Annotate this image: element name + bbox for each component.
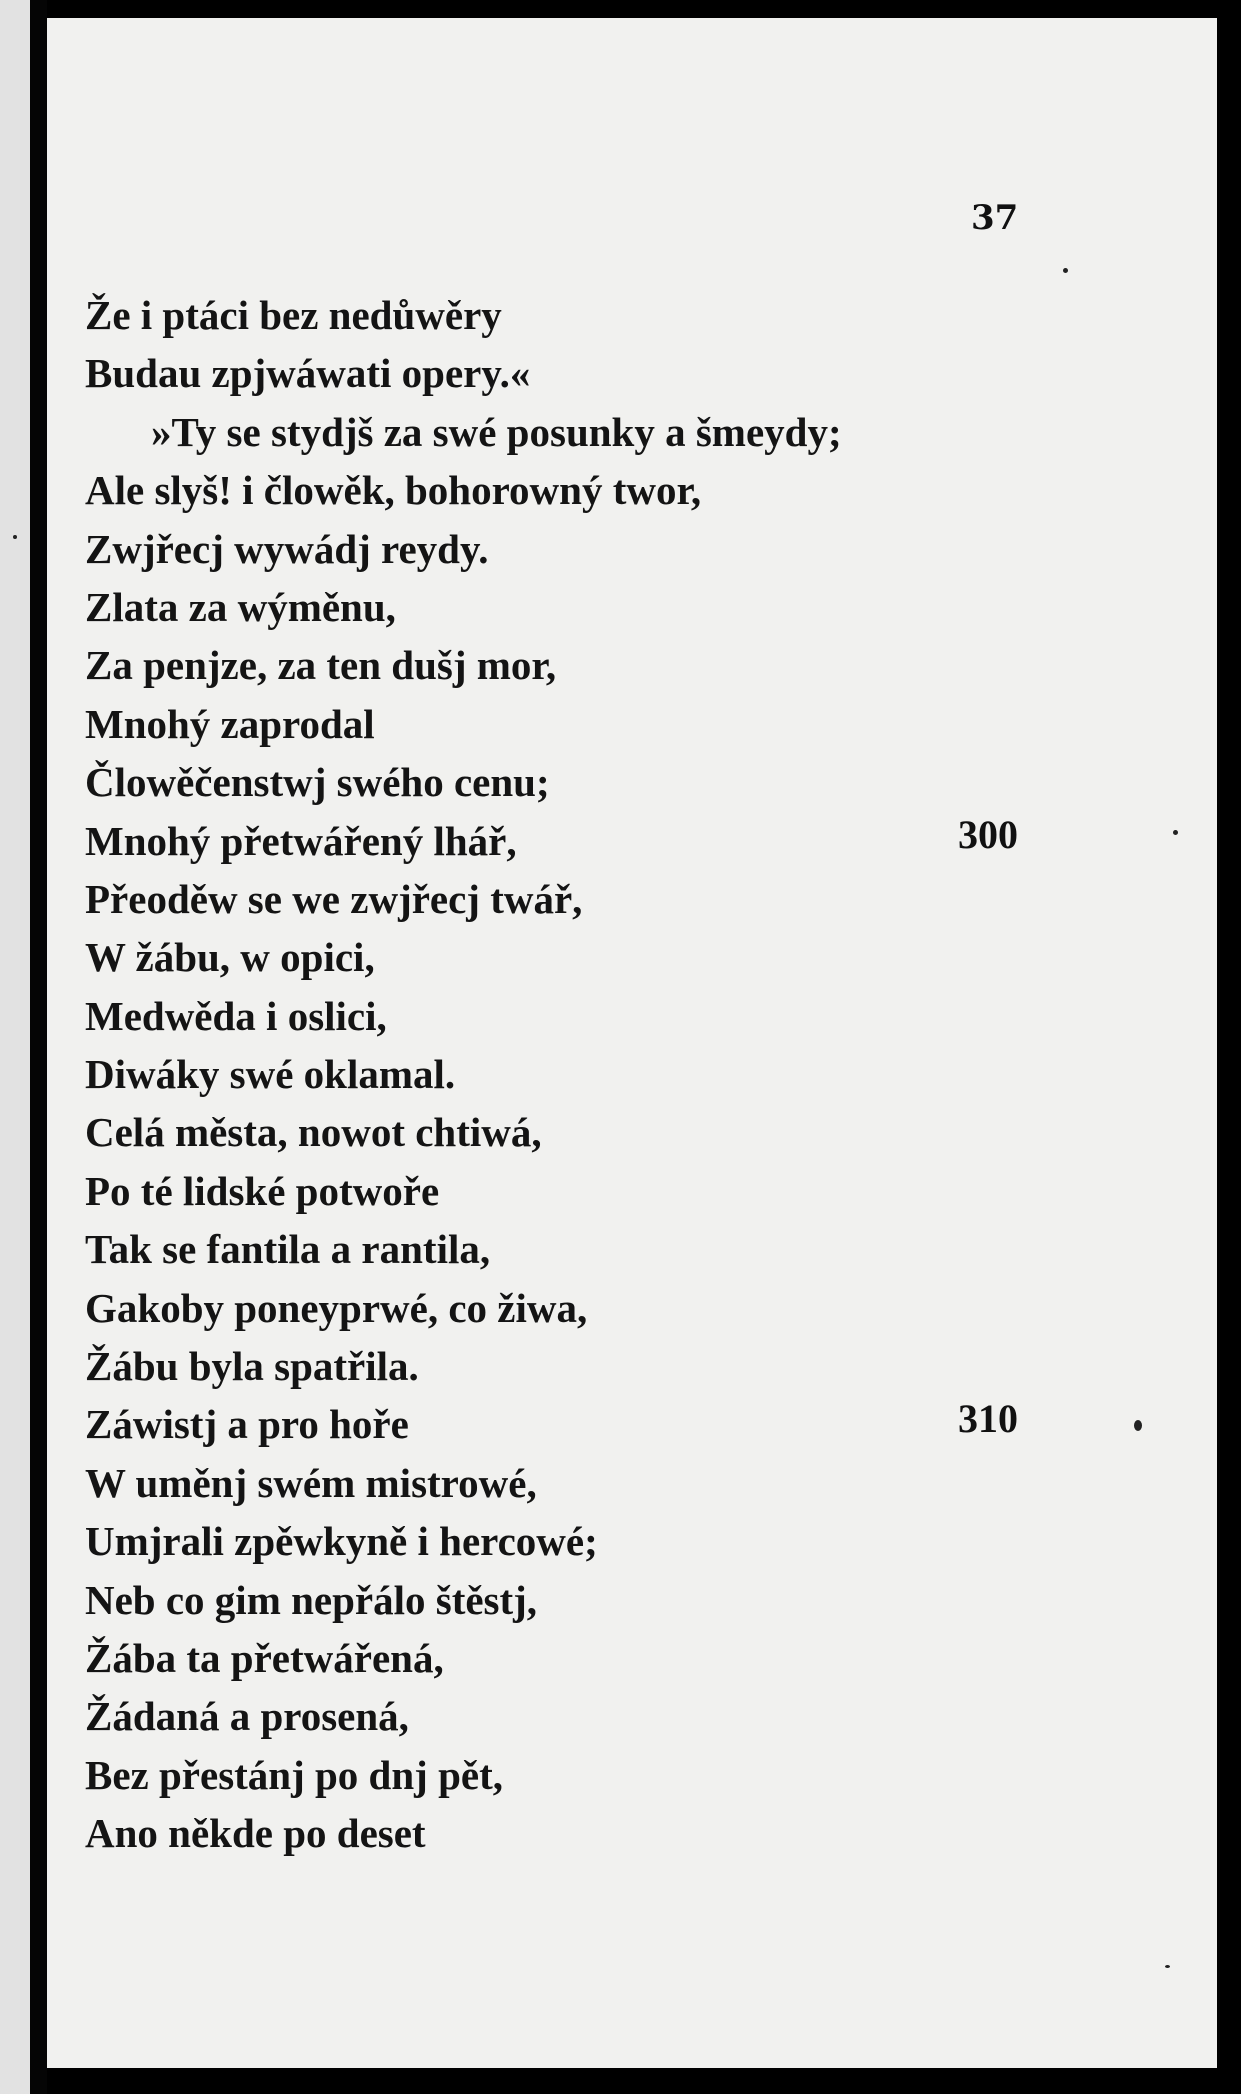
verse-line: Ano někde po deset bbox=[85, 1810, 426, 1857]
verse-line: Přeoděw se we zwjřecj twář, bbox=[85, 875, 583, 922]
verse-line: W uměnj swém mistrowé, bbox=[85, 1459, 537, 1506]
verse-line: Žába ta přetwářená, bbox=[85, 1634, 444, 1681]
verse-line: Po té lidské potwoře bbox=[85, 1167, 440, 1214]
verse-line: Tak se fantila a rantila, bbox=[85, 1226, 491, 1273]
verse-line: Žábu byla spatřila. bbox=[85, 1343, 419, 1390]
page-number: 37 bbox=[971, 198, 1019, 238]
line-number-marker: 300 bbox=[958, 812, 1018, 857]
verse-line: Zlata za wýměnu, bbox=[85, 583, 396, 630]
poem-verse bbox=[85, 286, 842, 1863]
verse-line: W žábu, w opici, bbox=[85, 934, 375, 981]
verse-line: Celá města, nowot chtiwá, bbox=[85, 1109, 542, 1156]
verse-line: Medwěda i oslici, bbox=[85, 992, 387, 1039]
verse-line: Že i ptáci bez nedůwěry bbox=[85, 292, 502, 338]
verse-line: Ale slyš! i člowěk, bohorowný twor, bbox=[85, 467, 702, 514]
verse-line: Člowěčenstwj swého cenu; bbox=[85, 759, 550, 806]
book-gutter bbox=[30, 0, 47, 2094]
ink-speck bbox=[1134, 1420, 1142, 1431]
verse-line: Žádaná a prosená, bbox=[85, 1693, 409, 1740]
verse-line: Mnohý zaprodal bbox=[85, 700, 375, 747]
verse-line: Bez přestánj po dnj pět, bbox=[85, 1751, 503, 1798]
line-number-marker: 310 bbox=[958, 1396, 1018, 1441]
adjacent-page-edge bbox=[0, 0, 30, 2094]
ink-speck bbox=[1063, 268, 1068, 273]
verse-line: Mnohý přetwářený lhář, bbox=[85, 817, 517, 864]
ink-speck bbox=[1173, 830, 1178, 835]
ink-speck bbox=[13, 535, 17, 539]
verse-line: Umjrali zpěwkyně i hercowé; bbox=[85, 1518, 598, 1565]
verse-line: Gakoby poneyprwé, co žiwa, bbox=[85, 1284, 588, 1331]
verse-line: »Ty se stydjš za swé posunky a šmeydy; bbox=[151, 408, 842, 455]
verse-line: Diwáky swé oklamal. bbox=[85, 1051, 456, 1098]
verse-line: Záwistj a pro hoře bbox=[85, 1401, 409, 1448]
verse-line: Budau zpjwáwati opery.« bbox=[85, 350, 531, 397]
verse-line: Za penjze, za ten dušj mor, bbox=[85, 642, 557, 689]
verse-line: Neb co gim nepřálo štěstj, bbox=[85, 1576, 538, 1623]
verse-line: Zwjřecj wywádj reydy. bbox=[85, 525, 489, 572]
ink-speck bbox=[1165, 1965, 1170, 1968]
